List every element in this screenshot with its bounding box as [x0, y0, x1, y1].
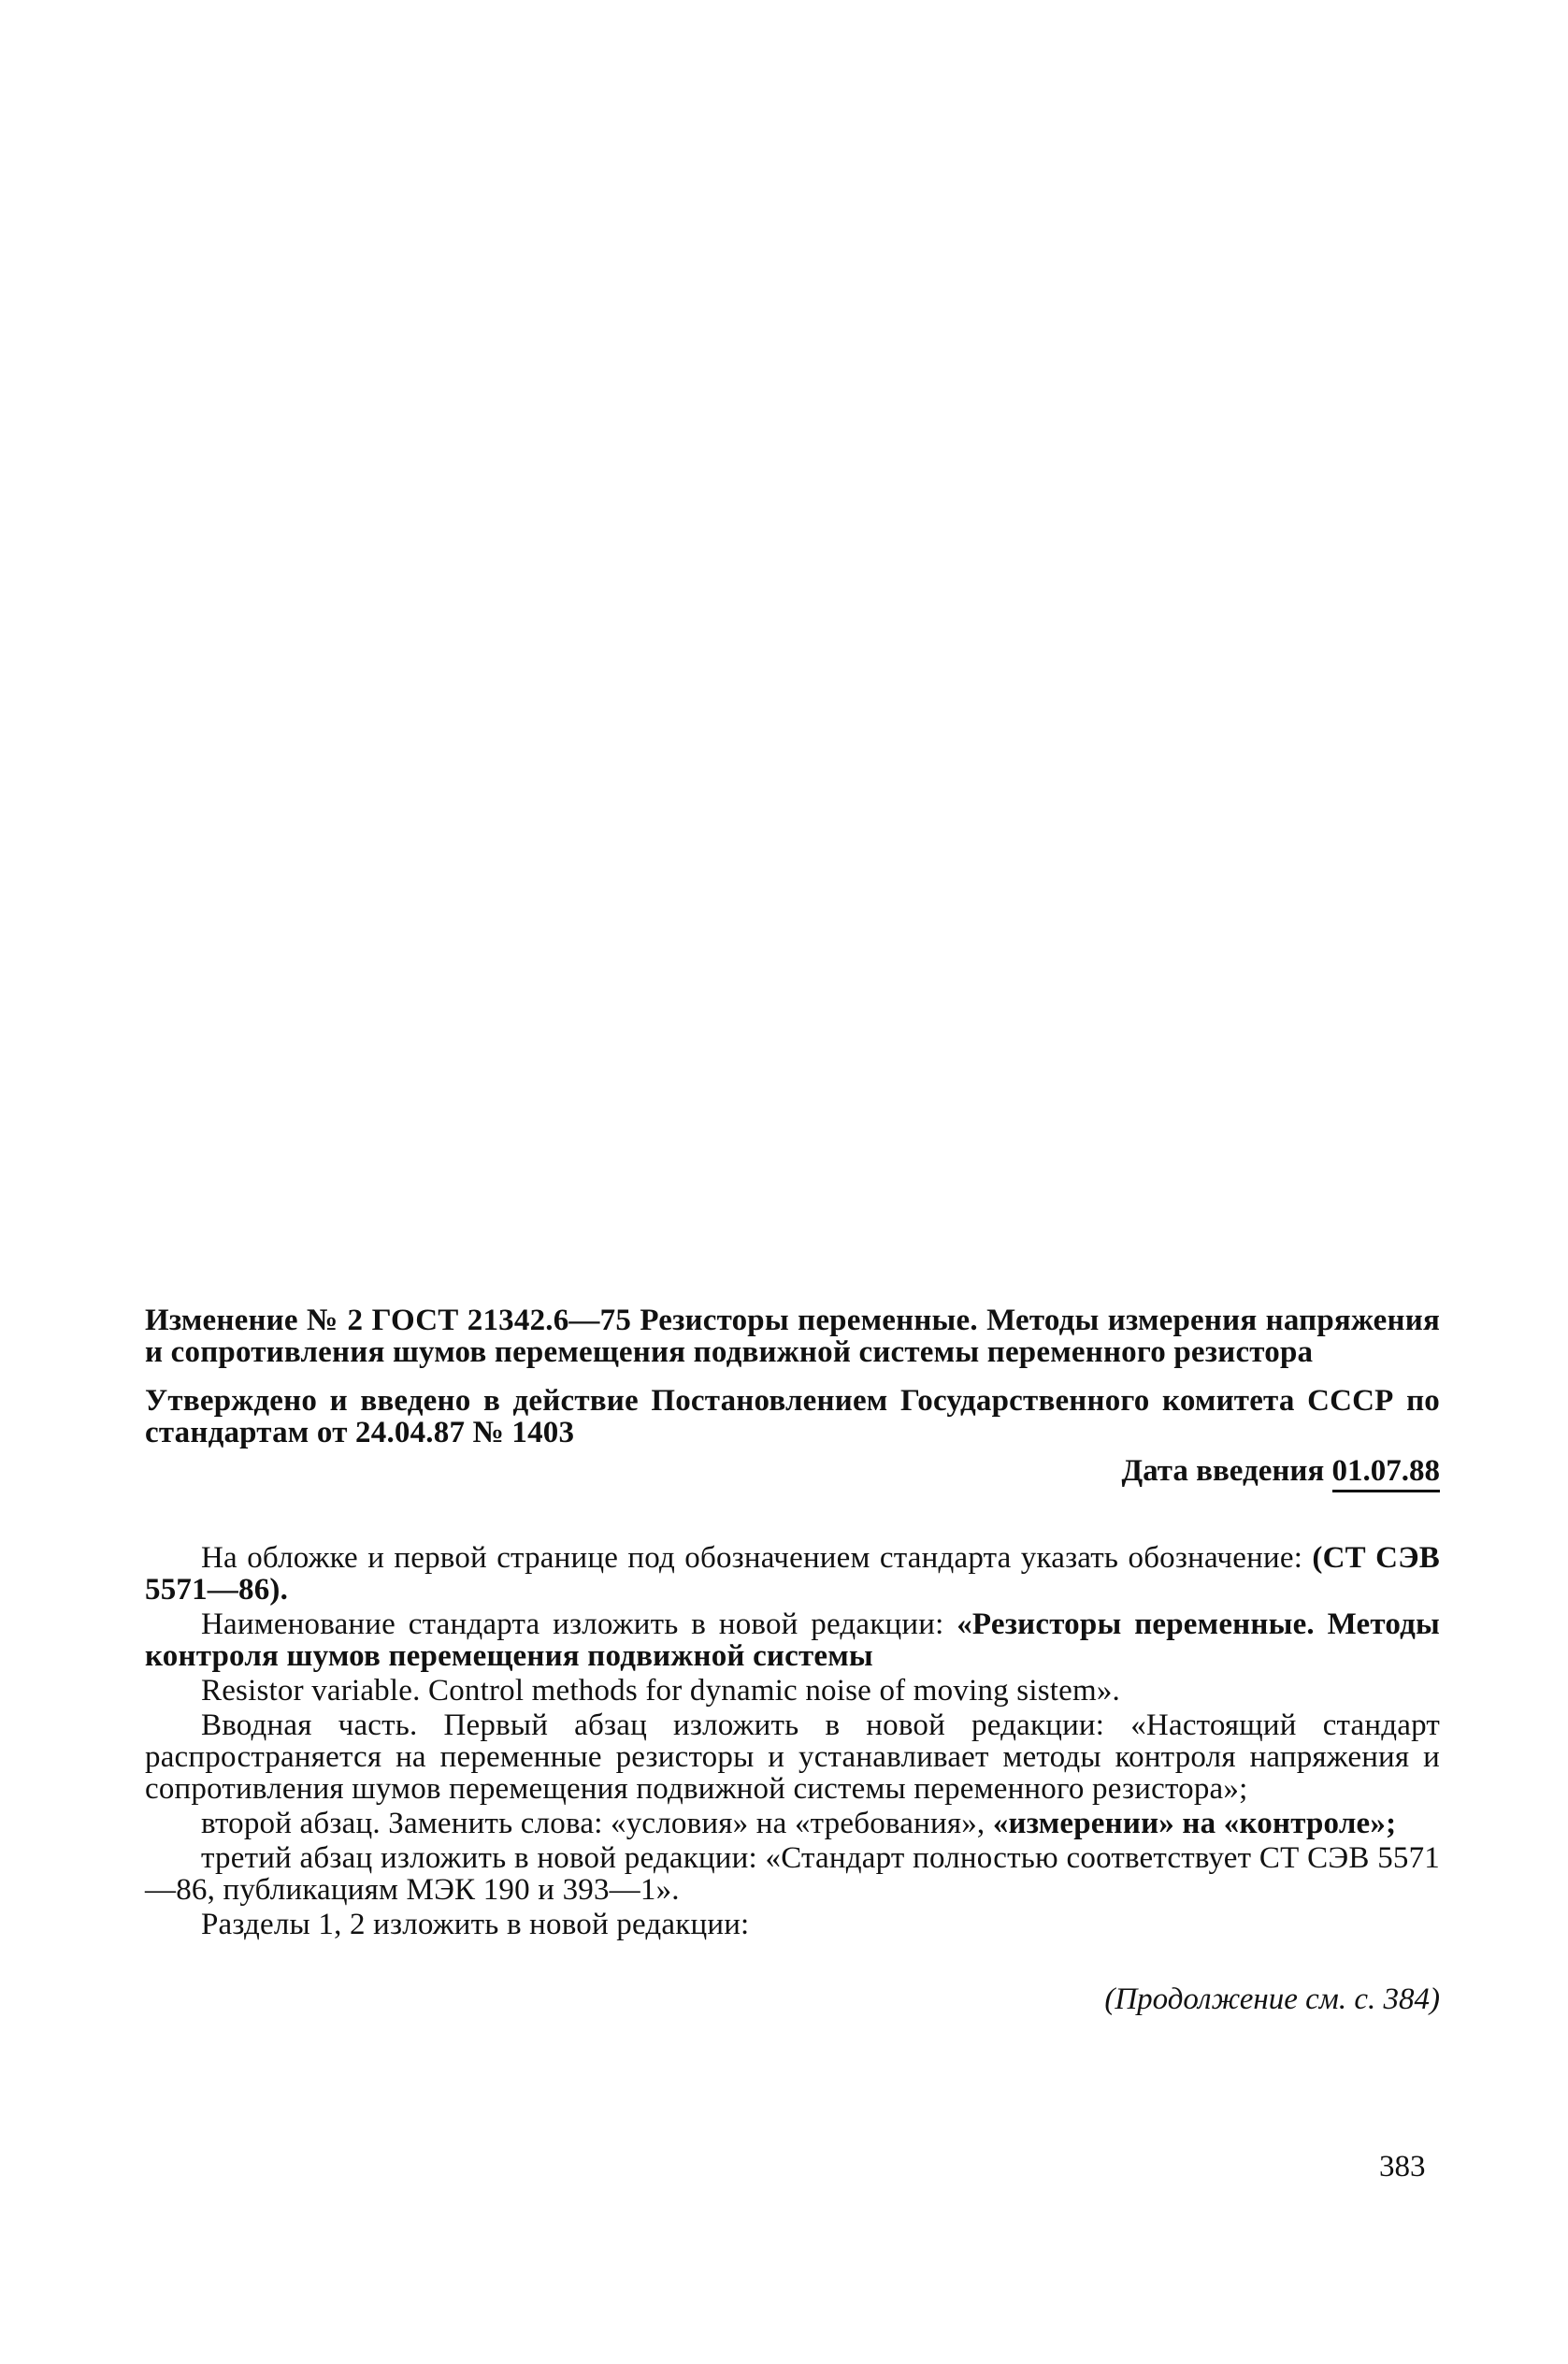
paragraph-text: второй абзац. Заменить слова: «условия» на «требования»,	[201, 1807, 993, 1840]
paragraph-standard-name	[145, 1608, 1440, 1672]
amendment-title: Изменение № 2 ГОСТ 21342.6—75 Резисторы переменные. Методы измерения напряжения и сопротивления шумов перемещения подвижной системы переменного резистора	[145, 1304, 1440, 1369]
approval-statement: Утверждено и введено в действие Постановлением Государственного комитета СССР по стандартам от 24.04.87 № 1403	[145, 1384, 1440, 1449]
effective-date-value: 01.07.88	[1332, 1454, 1441, 1492]
paragraph-text: На обложке и первой странице под обозначением стандарта указать обозначение:	[201, 1541, 1313, 1575]
replacement-words: «измерении» на «контроле»;	[992, 1807, 1397, 1840]
paragraph-text: Наименование стандарта изложить в новой редакции:	[201, 1607, 957, 1641]
paragraph-introduction	[145, 1709, 1440, 1805]
paragraph-text: Вводная часть. Первый абзац изложить в новой редакции:	[201, 1708, 1131, 1742]
introduction-quote: «Настоящий стандарт распространяется на переменные резисторы и устанавливает методы контроля напряжения и сопротивления шумов перемещения подвижной системы переменного резистора»;	[145, 1708, 1440, 1806]
page-number: 383	[1379, 2150, 1426, 2184]
paragraph-third: третий абзац изложить в новой редакции: «Стандарт полностью соответствует СТ СЭВ 5571—86, публикациям МЭК 190 и 393—1».	[145, 1841, 1440, 1907]
paragraph-english-name: Resistor variable. Control methods for dynamic noise of moving sistem».	[201, 1674, 1120, 1708]
amendment-content	[145, 1305, 1440, 2017]
new-standard-name: «Резисторы переменные. Методы контроля шумов перемещения подвижной системы	[145, 1607, 1440, 1673]
standard-code: (СТ СЭВ 5571—86).	[145, 1541, 1440, 1607]
continued-note: (Продолжение см. с. 384)	[1104, 1982, 1440, 2016]
effective-date-label: Дата введения	[1121, 1454, 1332, 1488]
amendment-body	[145, 1542, 1440, 1940]
effective-date-row	[145, 1452, 1440, 1490]
paragraph-sections: Разделы 1, 2 изложить в новой редакции:	[201, 1908, 750, 1941]
paragraph-cover-designation	[145, 1542, 1440, 1606]
paragraph-second	[145, 1808, 1440, 1839]
